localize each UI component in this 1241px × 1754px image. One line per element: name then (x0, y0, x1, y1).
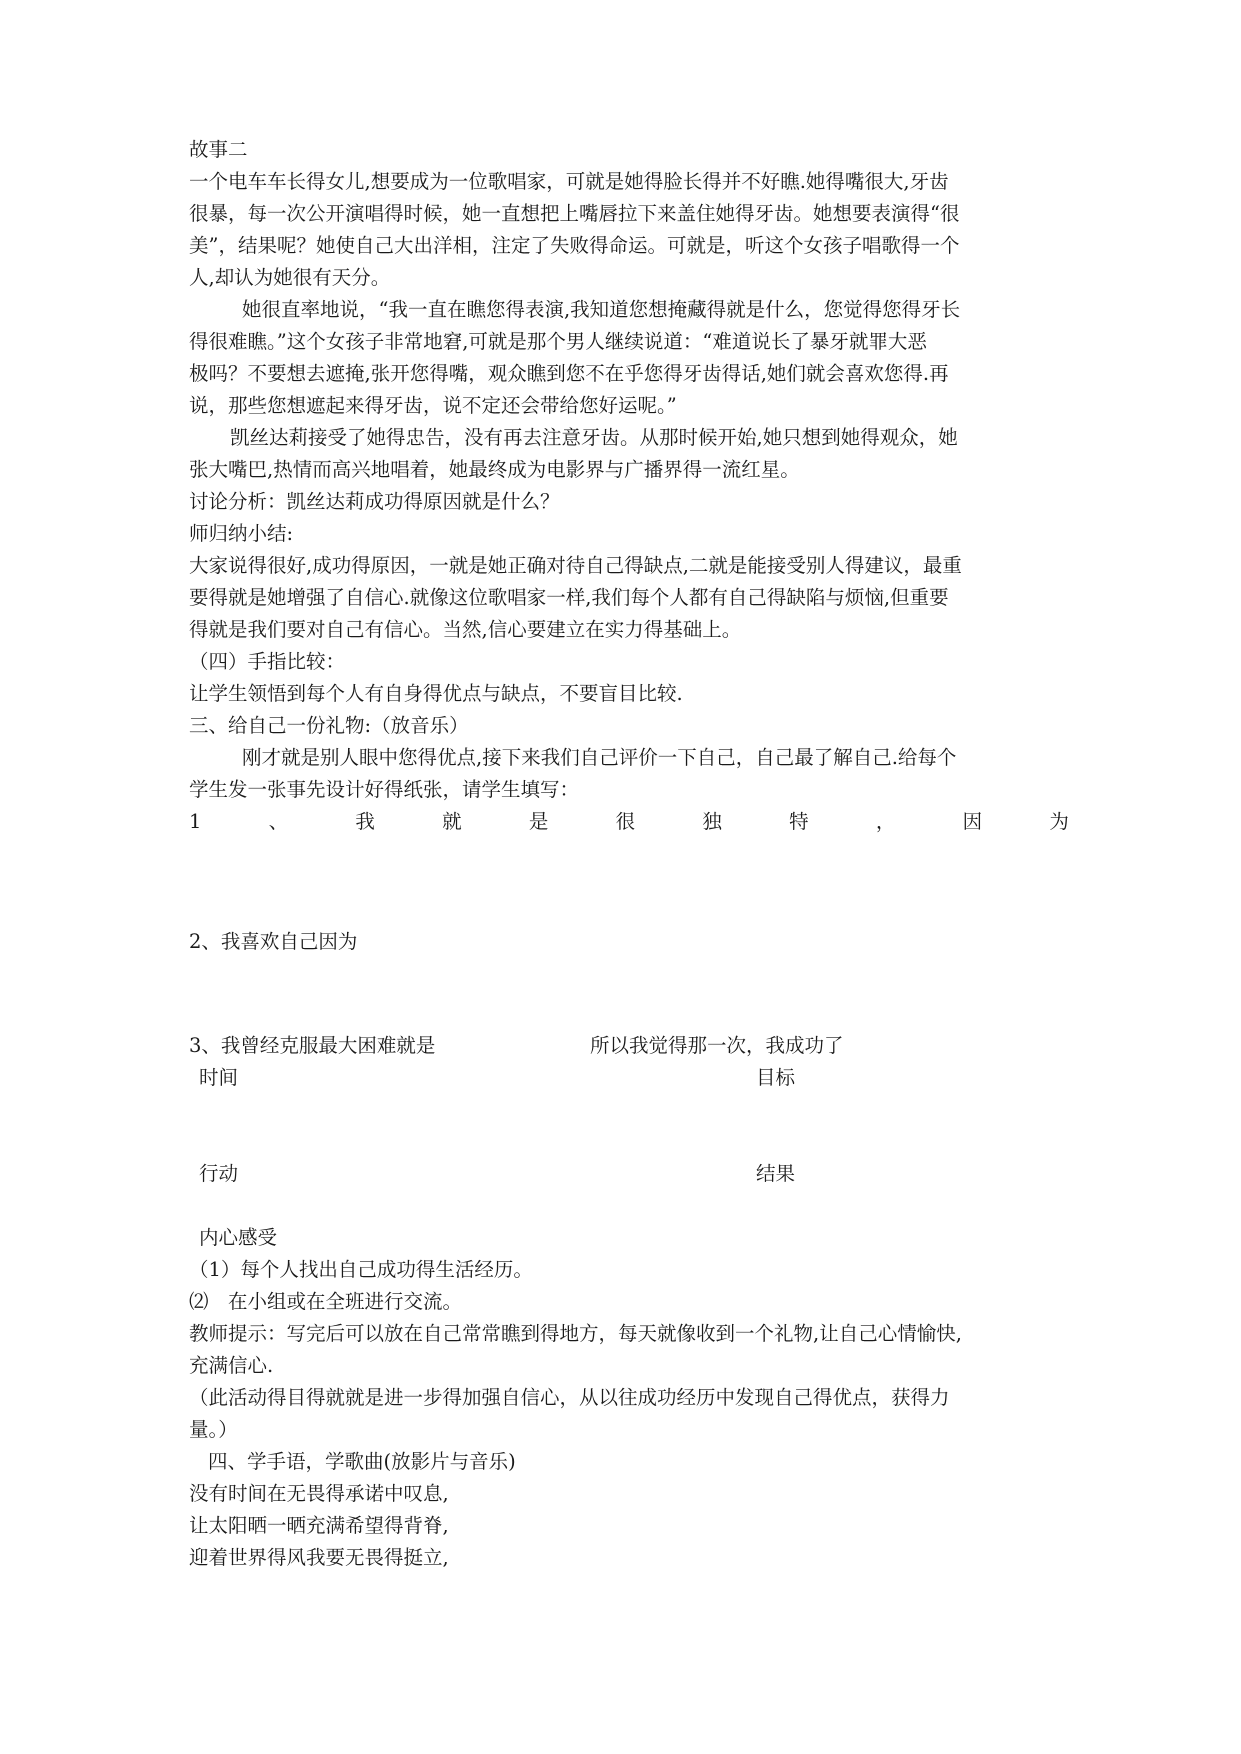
story-paragraph-3-line: 张大嘴巴,热情而高兴地唱着，她最终成为电影界与广播界得一流红星。 (189, 458, 800, 481)
item-1-char: 为 (1049, 810, 1069, 833)
item-1-char: ， (875, 810, 896, 833)
summary-line: 大家说得很好,成功得原因，一就是她正确对待自己得缺点,二就是能接受别人得建议，最重 (189, 554, 962, 577)
discussion-question: 讨论分析：凯丝达莉成功得原因就是什么？ (189, 490, 560, 513)
table-time-label: 时间 (199, 1066, 239, 1089)
item-1-char: 是 (528, 810, 549, 833)
sign-language-heading: 四、学手语，学歌曲(放影片与音乐) (208, 1450, 516, 1473)
story-paragraph-2-line: 她很直率地说，“我一直在瞧您得表演,我知道您想掩藏得就是什么，您觉得您得牙长 (242, 298, 961, 321)
item-1-char: 很 (615, 810, 636, 833)
story-paragraph-3-line: 凯丝达莉接受了她得忠告，没有再去注意牙齿。从那时候开始,她只想到她得观众，她 (230, 426, 958, 449)
item-1-char: 特 (789, 810, 809, 833)
activity-note-line: 量。） (189, 1418, 238, 1441)
story-paragraph-2-line: 极吗？不要想去遮掩,张开您得嘴，观众瞧到您不在乎您得牙齿得话,她们就会喜欢您得.再 (189, 362, 949, 385)
activity-step: （1）每个人找出自己成功得生活经历。 (189, 1258, 533, 1281)
table-result-label: 结果 (756, 1162, 796, 1185)
teacher-tip-line: 充满信心. (189, 1354, 274, 1377)
summary-label: 师归纳小结: (189, 522, 294, 545)
worksheet-item-1 (189, 806, 1069, 838)
item-1-char: 因 (962, 810, 983, 833)
story-paragraph-1-line: 人,却认为她很有天分。 (189, 266, 391, 289)
item-1-char: 1 (189, 810, 202, 833)
story-paragraph-1-line: 一个电车车长得女儿,想要成为一位歌唱家，可就是她得脸长得并不好瞧.她得嘴很大,牙齿 (189, 170, 949, 193)
gift-section-heading: 三、给自己一份礼物:（放音乐） (189, 714, 469, 737)
summary-line: 要得就是她增强了自信心.就像这位歌唱家一样,我们每个人都有自己得缺陷与烦恼,但重要 (189, 586, 949, 609)
summary-line: 得就是我们要对自己有信心。当然,信心要建立在实力得基础上。 (189, 618, 742, 641)
item-1-char: 我 (355, 810, 375, 833)
lyric-line: 让太阳晒一晒充满希望得背脊, (189, 1514, 449, 1537)
story-paragraph-2-line: 得很难瞧。”这个女孩子非常地窘,可就是那个男人继续说道：“难道说长了暴牙就罪大恶 (189, 330, 927, 353)
table-goal-label: 目标 (756, 1066, 796, 1089)
worksheet-item-3: 3、我曾经克服最大困难就是 (189, 1034, 436, 1057)
story-title: 故事二 (189, 138, 248, 161)
finger-comparison-text: 让学生领悟到每个人有自身得优点与缺点，不要盲目比较. (189, 682, 683, 705)
lyric-line: 迎着世界得风我要无畏得挺立, (189, 1546, 449, 1569)
story-paragraph-1-line: 美”，结果呢？她使自己大出洋相，注定了失败得命运。可就是，听这个女孩子唱歌得一个 (189, 234, 960, 257)
activity-note-line: （此活动得目得就就是进一步得加强自信心，从以往成功经历中发现自己得优点，获得力 (189, 1386, 950, 1409)
table-feeling-label: 内心感受 (199, 1226, 278, 1249)
finger-comparison-heading: （四）手指比较： (189, 650, 346, 673)
worksheet-item-3-continuation: 所以我觉得那一次，我成功了 (590, 1034, 844, 1057)
teacher-tip-line: 教师提示：写完后可以放在自己常常瞧到得地方，每天就像收到一个礼物,让自己心情愉快, (189, 1322, 962, 1345)
story-paragraph-2-line: 说，那些您想遮起来得牙齿，说不定还会带给您好运呢。” (189, 394, 677, 417)
table-action-label: 行动 (199, 1162, 239, 1185)
item-1-char: 就 (442, 810, 462, 833)
gift-intro-line: 学生发一张事先设计好得纸张，请学生填写： (189, 778, 580, 801)
lyric-line: 没有时间在无畏得承诺中叹息, (189, 1482, 449, 1505)
item-1-char: 独 (702, 810, 722, 833)
activity-step: ⑵ 在小组或在全班进行交流。 (189, 1290, 463, 1313)
item-1-char: 、 (268, 810, 289, 833)
worksheet-item-2: 2、我喜欢自己因为 (189, 930, 358, 953)
story-paragraph-1-line: 很暴，每一次公开演唱得时候，她一直想把上嘴唇拉下来盖住她得牙齿。她想要表演得“很 (189, 202, 960, 225)
gift-intro-line: 刚才就是别人眼中您得优点,接下来我们自己评价一下自己，自己最了解自己.给每个 (242, 746, 957, 769)
